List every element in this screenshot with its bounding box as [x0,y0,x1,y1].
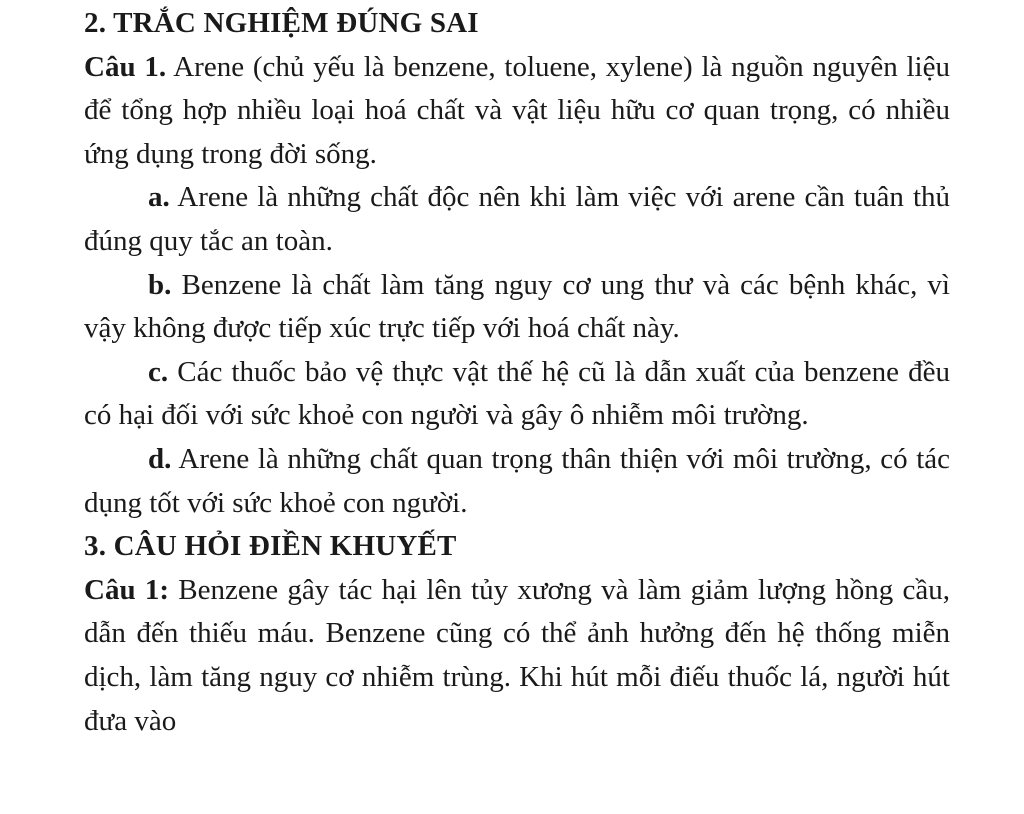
question-label: Câu 1. [84,50,167,83]
question-text: Arene (chủ yếu là benzene, toluene, xylene) là nguồn nguyên liệu để tổng hợp nhiều loại hoá chất và vật liệu hữu cơ quan trọng, có nhiều ứng dụng trong đời sống. [84,50,950,170]
question-text: Benzene gây tác hại lên tủy xương và làm giảm lượng hồng cầu, dẫn đến thiếu máu. Benzene cũng có thể ảnh hưởng đến hệ thống miễn dịch, làm tăng nguy cơ nhiễm trùng. Khi hút mỗi điếu thuốc lá, người hút đưa vào [84,573,951,737]
document-page [84,2,950,743]
option-b-text: Benzene là chất làm tăng nguy cơ ung thư và các bệnh khác, vì vậy không được tiếp xúc trực tiếp với hoá chất này. [84,268,950,345]
option-b-label: b. [148,268,172,301]
section-3-question-1 [84,569,950,743]
option-c [84,351,950,438]
section-2-question-1 [84,46,950,177]
section-2-heading: 2. TRẮC NGHIỆM ĐÚNG SAI [84,7,479,39]
option-d-label: d. [148,442,172,475]
option-d [84,438,950,525]
option-c-text: Các thuốc bảo vệ thực vật thế hệ cũ là dẫn xuất của benzene đều có hại đối với sức khoẻ con người và gây ô nhiễm môi trường. [84,355,950,432]
option-a [84,176,950,263]
option-c-label: c. [148,355,169,388]
section-3-heading: 3. CÂU HỎI ĐIỀN KHUYẾT [84,530,457,563]
question-label: Câu 1: [84,573,170,606]
option-d-text: Arene là những chất quan trọng thân thiện với môi trường, có tác dụng tốt với sức khoẻ con người. [84,442,950,519]
option-b [84,264,950,351]
option-a-label: a. [148,181,170,214]
option-a-text: Arene là những chất độc nên khi làm việc với arene cần tuân thủ đúng quy tắc an toàn. [84,181,950,257]
